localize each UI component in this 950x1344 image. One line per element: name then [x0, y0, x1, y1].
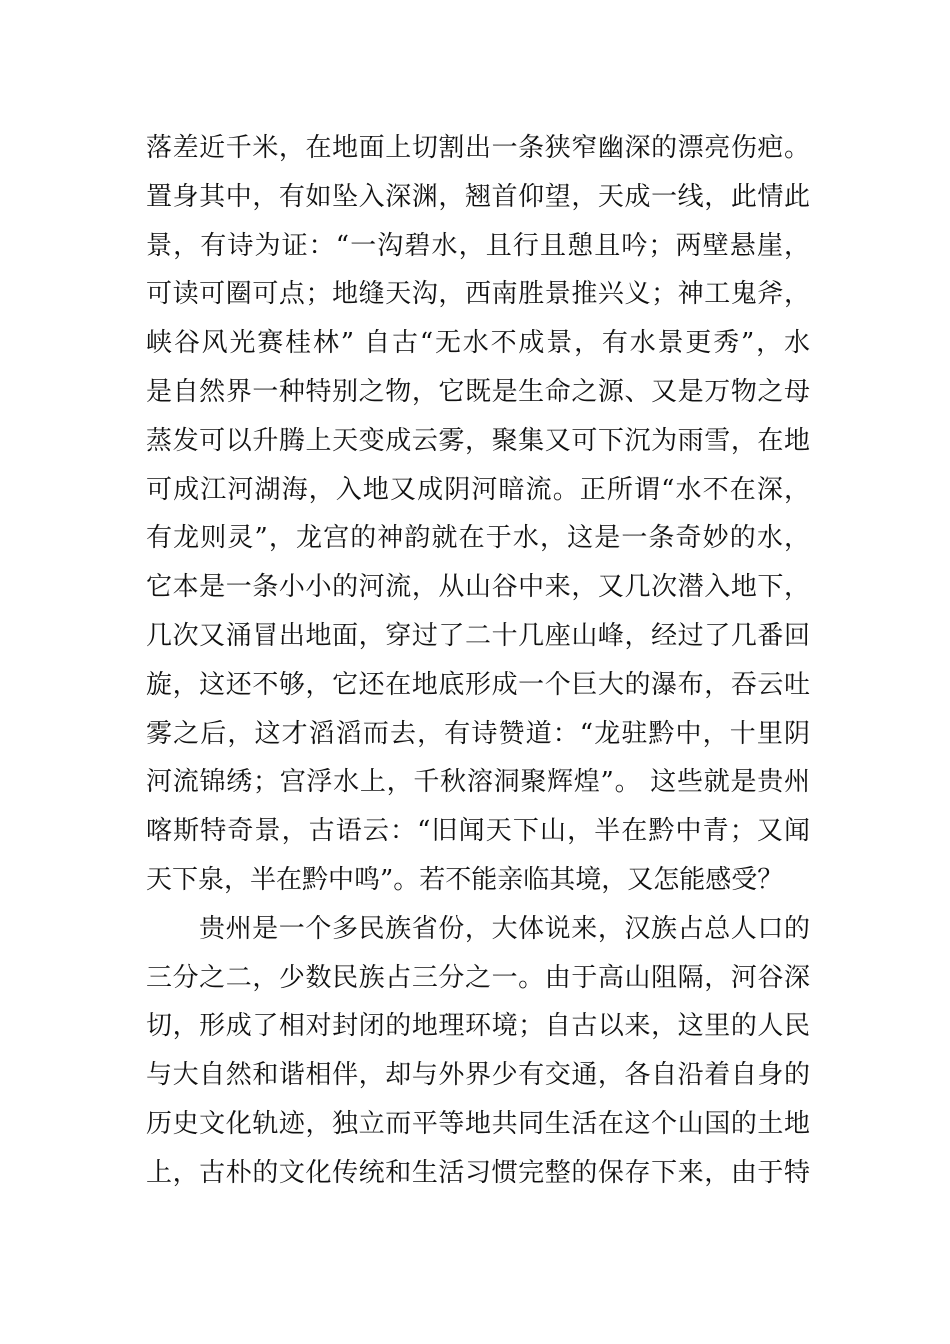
text-line: 景，有诗为证：“一沟碧水，且行且憩且吟；两壁悬崖， — [146, 230, 810, 261]
paragraph-first-line: 贵州是一个多民族省份，大体说来，汉族占总人口的 — [199, 913, 810, 944]
text-line: 可读可圈可点；地缝天沟，西南胜景推兴义；神工鬼斧， — [146, 279, 810, 310]
text-line: 旋，这还不够，它还在地底形成一个巨大的瀑布，吞云吐 — [146, 669, 810, 700]
text-line: 三分之二，少数民族占三分之一。由于高山阻隔，河谷深 — [146, 962, 810, 993]
text-line: 可成江河湖海，入地又成阴河暗流。正所谓“水不在深， — [146, 474, 810, 505]
text-line: 有龙则灵”，龙宫的神韵就在于水，这是一条奇妙的水， — [146, 523, 810, 554]
body-text — [146, 124, 810, 1198]
text-line: 几次又涌冒出地面，穿过了二十几座山峰，经过了几番回 — [146, 620, 810, 651]
text-line: 它本是一条小小的河流，从山谷中来，又几次潜入地下， — [146, 572, 810, 603]
text-line: 喀斯特奇景，古语云：“旧闻天下山，半在黔中青；又闻 — [146, 816, 810, 847]
text-line: 天下泉，半在黔中鸣”。若不能亲临其境，又怎能感受？ — [146, 864, 784, 895]
text-line: 雾之后，这才滔滔而去，有诗赞道：“龙驻黔中，十里阴 — [146, 718, 810, 749]
text-line: 与大自然和谐相伴，却与外界少有交通，各自沿着自身的 — [146, 1060, 810, 1091]
text-line: 历史文化轨迹，独立而平等地共同生活在这个山国的土地 — [146, 1108, 810, 1139]
text-line: 河流锦绣；宫浮水上，千秋溶洞聚辉煌”。 这些就是贵州 — [146, 767, 810, 798]
text-line: 上，古朴的文化传统和生活习惯完整的保存下来，由于特 — [146, 1157, 810, 1188]
text-line: 切，形成了相对封闭的地理环境；自古以来，这里的人民 — [146, 1011, 810, 1042]
text-line: 蒸发可以升腾上天变成云雾，聚集又可下沉为雨雪，在地 — [146, 425, 810, 456]
text-line: 置身其中，有如坠入深渊，翘首仰望，天成一线，此情此 — [146, 181, 810, 212]
text-line: 落差近千米，在地面上切割出一条狭窄幽深的漂亮伤疤。 — [146, 133, 810, 163]
text-line: 是自然界一种特别之物，它既是生命之源、又是万物之母 — [146, 376, 810, 407]
text-line: 峡谷风光赛桂林” 自古“无水不成景，有水景更秀”，水 — [146, 328, 810, 359]
